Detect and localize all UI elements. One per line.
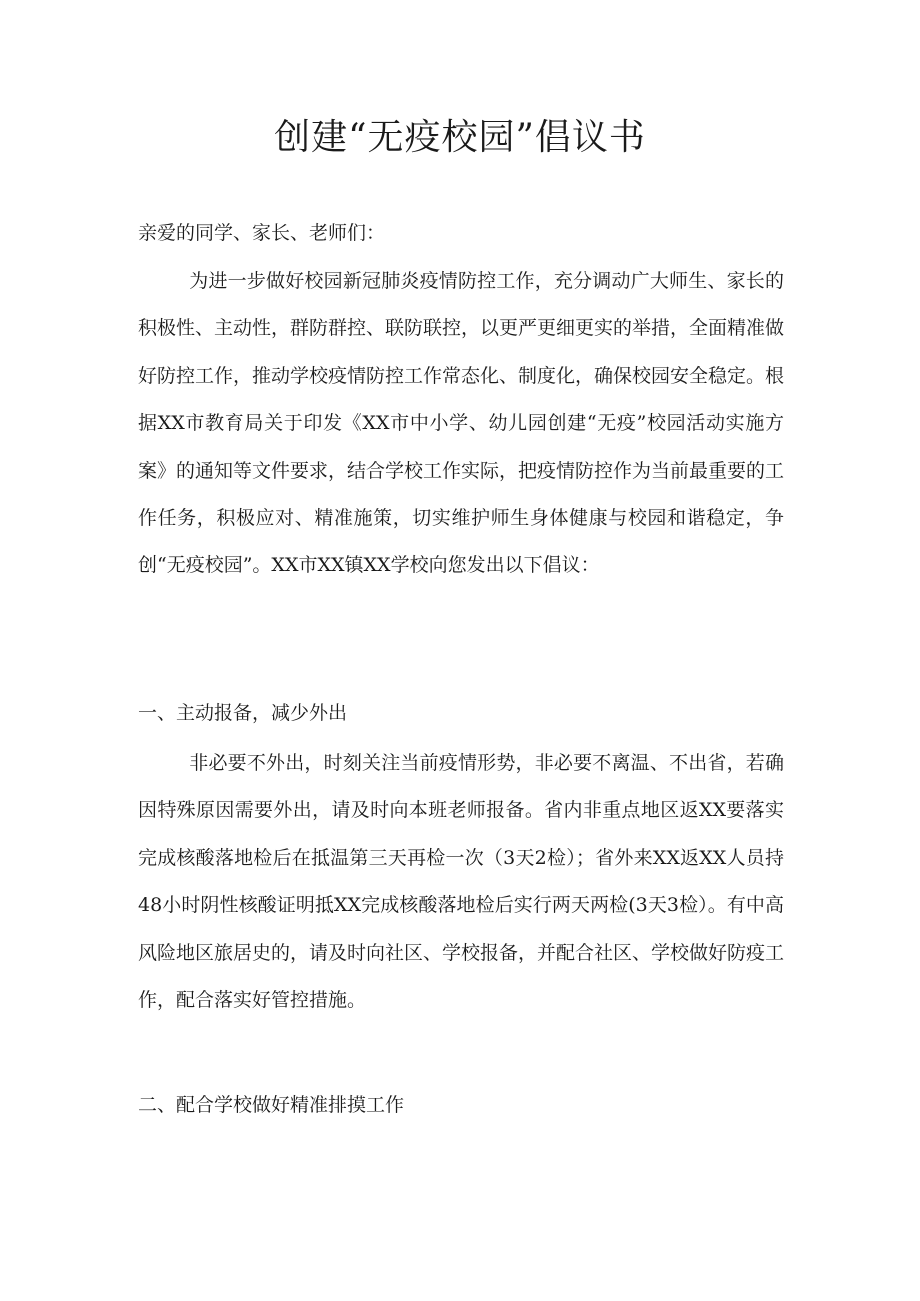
salutation: 亲爱的同学、家长、老师们： [138, 222, 386, 244]
section-heading-2: 二、配合学校做好精准排摸工作 [138, 1094, 405, 1116]
section-heading-1: 一、主动报备，减少外出 [138, 702, 348, 724]
intro-paragraph: 为进一步做好校园新冠肺炎疫情防控工作，充分调动广大师生、家长的积极性、主动性，群防群控、联防联控，以更严更细更实的举措，全面精准做好防控工作，推动学校疫情防控工作常态化、制度化，确保校园安全稳定。根据XX市教育局关于印发《XX市中小学、幼儿园创建“无疫”校园活动实施方案》的通知等文件要求，结合学校工作实际，把疫情防控作为当前最重要的工作任务，积极应对、精准施策，切实维护师生身体健康与校园和谐稳定，争创“无疫校园”。XX市XX镇XX学校向您发出以下倡议： [138, 270, 785, 577]
section-body-1: 非必要不外出，时刻关注当前疫情形势，非必要不离温、不出省，若确因特殊原因需要外出，请及时向本班老师报备。省内非重点地区返XX要落实完成核酸落地检后在抵温第三天再检一次（3天2检）；省外来XX返XX人员持48小时阴性核酸证明抵XX完成核酸落地检后实行两天两检(3天3检）。有中高风险地区旅居史的，请及时向社区、学校报备，并配合社区、学校做好防疫工作，配合落实好管控措施。 [138, 752, 785, 1012]
document-title: 创建“无疫校园”倡议书 [274, 117, 646, 158]
